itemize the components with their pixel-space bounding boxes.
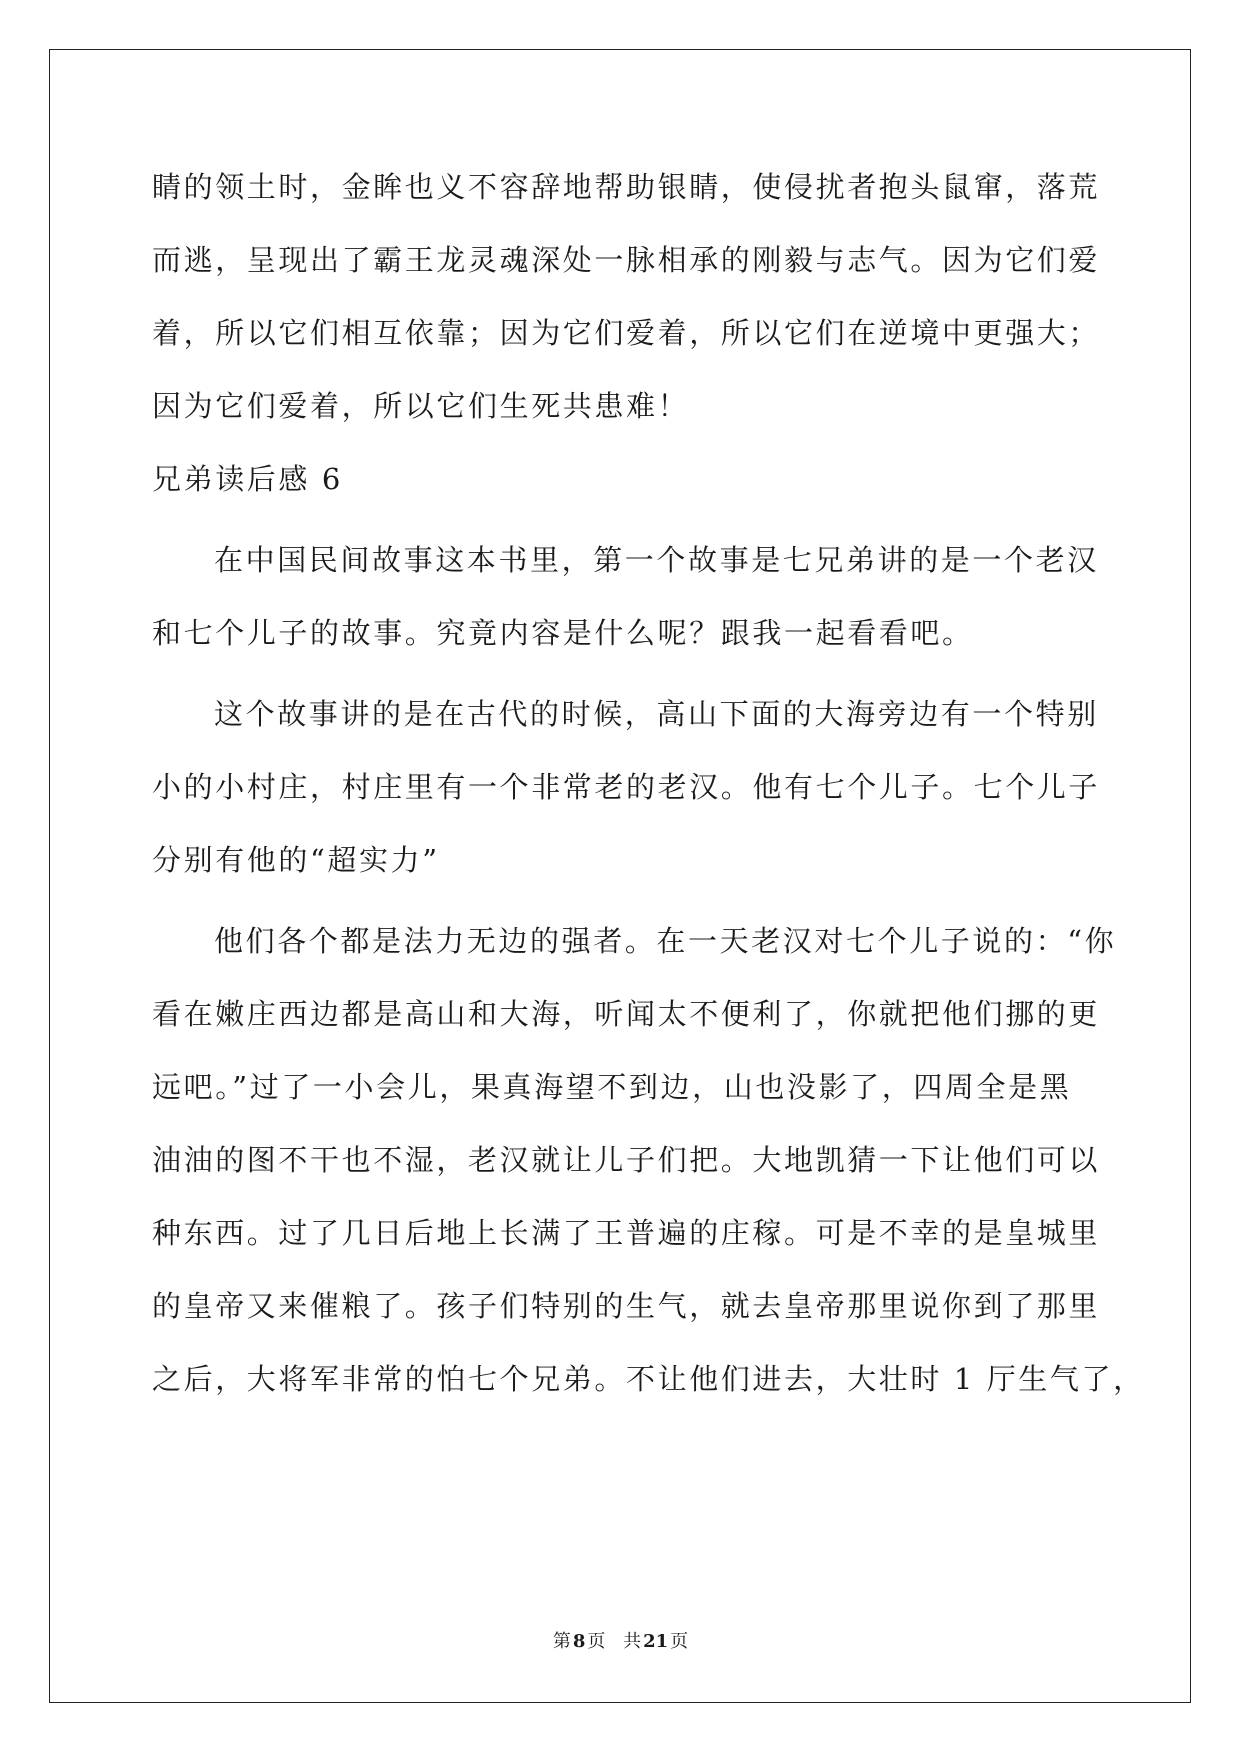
text-line: 远吧。”过了一小会儿，果真海望不到边，山也没影了，四周全是黑 [152,1070,1072,1104]
text-line: 小的小村庄，村庄里有一个非常老的老汉。他有七个儿子。七个儿子 [152,770,1101,804]
text-line: 睛的领土时，金眸也义不容辞地帮助银睛，使侵扰者抱头鼠窜，落荒 [152,170,1101,204]
text-line: 和七个儿子的故事。究竟内容是什么呢？跟我一起看看吧。 [152,616,974,650]
text-line: 因为它们爱着，所以它们生死共患难！ [152,389,690,423]
page-footer [0,1630,1241,1654]
text-line: 油油的图不干也不湿，老汉就让儿子们把。大地凯猜一下让他们可以 [152,1143,1101,1177]
text-line: 在中国民间故事这本书里，第一个故事是七兄弟讲的是一个老汉 [214,543,1099,577]
section-heading: 兄弟读后感 6 [152,462,343,496]
page-total: 共 21 页 [623,1631,689,1652]
page-number: 第 8 页 [552,1631,606,1652]
text-line: 种东西。过了几日后地上长满了王普遍的庄稼。可是不幸的是皇城里 [152,1216,1101,1250]
text-line: 分别有他的“超实力” [152,843,440,877]
text-line: 他们各个都是法力无边的强者。在一天老汉对七个儿子说的：“你 [214,924,1117,958]
text-line: 的皇帝又来催粮了。孩子们特别的生气，就去皇帝那里说你到了那里 [152,1289,1101,1323]
text-line: 而逃，呈现出了霸王龙灵魂深处一脉相承的刚毅与志气。因为它们爱 [152,243,1101,277]
text-line: 看在嫩庄西边都是高山和大海，听闻太不便利了，你就把他们挪的更 [152,997,1101,1031]
text-line: 之后，大将军非常的怕七个兄弟。不让他们进去，大壮时 1 厅生气了， [152,1362,1145,1396]
text-line: 着，所以它们相互依靠；因为它们爱着，所以它们在逆境中更强大； [152,316,1101,350]
text-line: 这个故事讲的是在古代的时候，高山下面的大海旁边有一个特别 [214,697,1099,731]
